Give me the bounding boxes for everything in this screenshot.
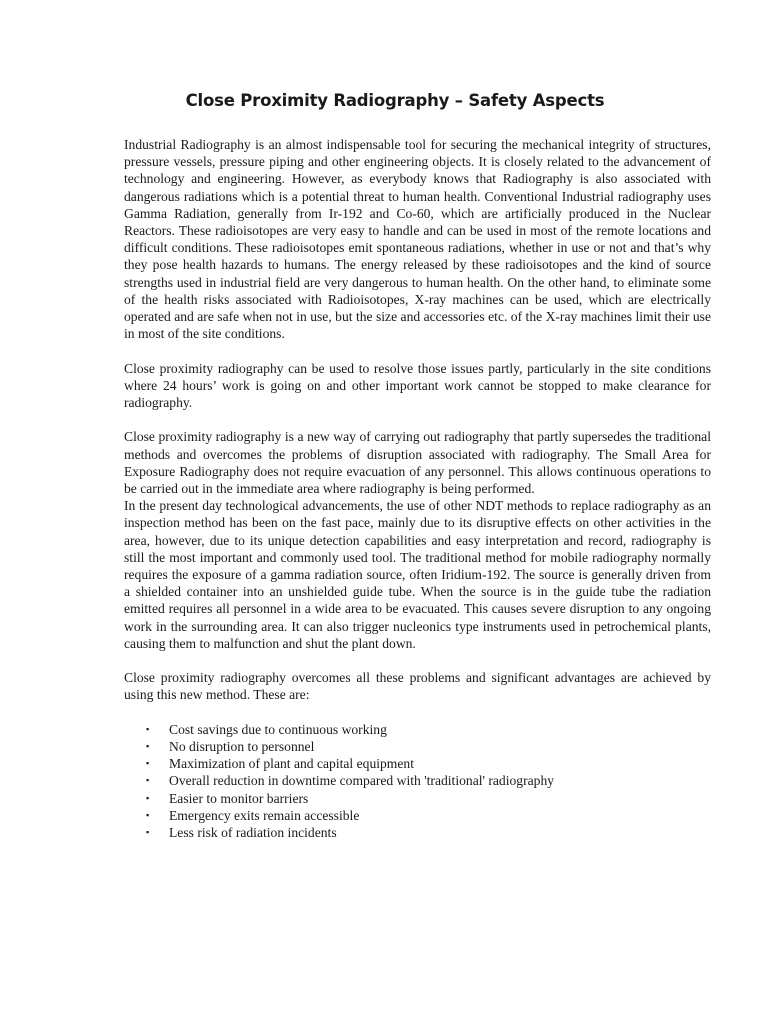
list-item-text: No disruption to personnel <box>169 739 315 755</box>
bullet-icon: ▪ <box>146 827 150 838</box>
paragraph-site-conditions: Close proximity radiography can be used to resolve those issues partly, particularly in the site conditions where 24 hours’ work is going on and other important work cannot be stopped to make clearance for radiography. <box>124 360 711 411</box>
document-title: Close Proximity Radiography – Safety Aspects <box>185 91 605 110</box>
bullet-icon: ▪ <box>146 775 150 786</box>
paragraph-gap <box>124 342 711 359</box>
list-item <box>124 807 711 824</box>
paragraph-gap <box>124 652 711 669</box>
advantages-list <box>124 721 711 841</box>
bullet-icon: ▪ <box>146 792 150 803</box>
document-body <box>124 136 711 841</box>
paragraph-gap <box>124 704 711 721</box>
list-item-text: Overall reduction in downtime compared with 'traditional' radiography <box>169 773 555 789</box>
paragraph-intro: Industrial Radiography is an almost indispensable tool for securing the mechanical integrity of structures, pressure vessels, pressure piping and other engineering objects. It is closely related to the advancement of technology and engineering. However, as everybody knows that Radiography is also associated with dangerous radiations which is a potential threat to human health. Conventional Industrial radiography uses Gamma Radiation, generally from Ir-192 and Co-60, which are artificially produced in the Nuclear Reactors. These radioisotopes are very easy to handle and can be used in most of the remote locations and difficult conditions. These radioisotopes emit spontaneous radiations, whether in use or not and that’s why they pose health hazards to humans. The energy released by these radioisotopes and the kind of source strengths used in industrial field are very dangerous to human health. On the other hand, to eliminate some of the health risks associated with Radioisotopes, X-ray machines can be used, which are electrically operated and are safe when not in use, but the size and accessories etc. of the X-ray machines limit their use in most of the site conditions. <box>124 137 711 342</box>
list-item <box>124 738 711 755</box>
paragraph-advantages-intro: Close proximity radiography overcomes all these problems and significant advantages are achieved by using this new method. These are: <box>124 670 711 703</box>
paragraph-new-method: Close proximity radiography is a new way of carrying out radiography that partly supersedes the traditional methods and overcomes the problems of disruption associated with radiography. The Small Area for Exposure Radiography does not require evacuation of any personnel. This allows continuous operations to be carried out in the immediate area where radiography is being performed. <box>124 429 711 497</box>
list-item <box>124 772 711 789</box>
bullet-icon: ▪ <box>146 723 150 734</box>
list-item-text: Easier to monitor barriers <box>169 790 309 806</box>
list-item <box>124 721 711 738</box>
list-item <box>124 790 711 807</box>
list-item-text: Less risk of radiation incidents <box>169 825 337 841</box>
bullet-icon: ▪ <box>146 758 150 769</box>
paragraph-present-day: In the present day technological advancements, the use of other NDT methods to replace radiography as an inspection method has been on the fast pace, mainly due to its disruptive effects on other activities in the area, however, due to its unique detection capabilities and easy interpretation and record, radiography is still the most important and commonly used tool. The traditional method for mobile radiography normally requires the exposure of a gamma radiation source, often Iridium-192. The source is generally driven from a shielded container into an unshielded guide tube. When the source is in the guide tube the radiation emitted requires all personnel in a wide area to be evacuated. This causes severe disruption to any ongoing work in the surrounding area. It can also trigger nucleonics type instruments used in petrochemical plants, causing them to malfunction and shut the plant down. <box>124 498 711 651</box>
list-item <box>124 824 711 841</box>
list-item-text: Maximization of plant and capital equipment <box>169 756 414 772</box>
list-item <box>124 755 711 772</box>
bullet-icon: ▪ <box>146 741 150 752</box>
bullet-icon: ▪ <box>146 809 150 820</box>
list-item-text: Emergency exits remain accessible <box>169 807 360 823</box>
paragraph-gap <box>124 411 711 428</box>
list-item-text: Cost savings due to continuous working <box>169 721 387 737</box>
